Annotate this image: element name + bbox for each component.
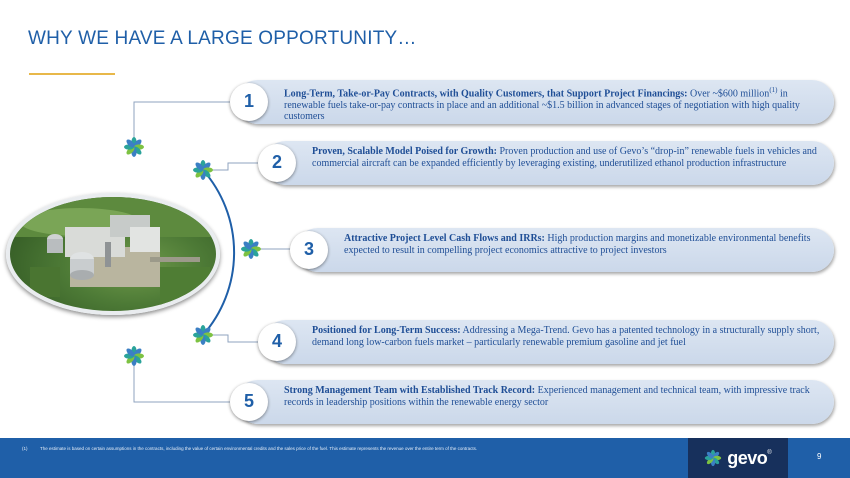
card-body: in renewable fuels take-or-pay contracts in place and an additional ~$1.5 billion in advanced stages of negotiation with high quality customers <box>284 88 800 123</box>
card-number: 5 <box>230 383 268 421</box>
card-heading: Positioned for Long-Term Success: <box>312 325 461 336</box>
gevo-pinwheel-icon <box>192 159 214 181</box>
footnote-text: The estimate is based on certain assumptions in the contracts, including the value of certain environmental credits and the sales price of the fuel. This estimate represents the revenue over the entire term of the contracts. <box>40 446 478 451</box>
page-number: 9 <box>817 452 822 461</box>
opportunity-card-2 <box>264 141 834 185</box>
card-body: Proven production and use of Gevo’s “drop-in” renewable fuels in vehicles and commercial aircraft can be expanded efficiently by leveraging existing, underutilized ethanol production infrastructure <box>312 146 817 169</box>
card-body: Over ~$600 million <box>687 88 770 100</box>
card-heading: Strong Management Team with Established Track Record: <box>284 385 536 396</box>
card-number: 2 <box>258 144 296 182</box>
card-body: Addressing a Mega-Trend. Gevo has a patented technology in a structurally supply short, demand long low-carbon fuels market – particularly renewable premium gasoline and jet fuel <box>312 325 820 348</box>
gevo-pinwheel-icon <box>123 345 145 367</box>
logo-wordmark: gevo <box>727 447 768 468</box>
card-heading: Proven, Scalable Model Poised for Growth: <box>312 146 497 157</box>
opportunity-card-5 <box>236 380 834 424</box>
opportunity-card-1 <box>236 80 834 124</box>
card-number: 3 <box>290 231 328 269</box>
gevo-pinwheel-icon <box>123 136 145 158</box>
gevo-pinwheel-icon <box>192 324 214 346</box>
gevo-pinwheel-icon <box>240 238 262 260</box>
biorefinery-photo <box>6 193 220 315</box>
logo-registered-mark: ® <box>767 450 772 456</box>
footnote-marker: (1) <box>22 446 28 451</box>
gevo-pinwheel-icon <box>704 449 722 467</box>
footnote-reference: (1) <box>769 86 778 94</box>
card-heading: Attractive Project Level Cash Flows and IRRs: <box>344 233 545 244</box>
page-title: WHY WE HAVE A LARGE OPPORTUNITY… <box>28 28 417 49</box>
footer-bar <box>0 438 850 478</box>
gevo-logo <box>688 438 788 478</box>
card-number: 4 <box>258 323 296 361</box>
opportunity-card-4 <box>264 320 834 364</box>
card-heading: Long-Term, Take-or-Pay Contracts, with Quality Customers, that Support Project Financings: <box>284 88 688 100</box>
card-body: High production margins and monetizable environmental benefits expected to result in compelling project economics attractive to project investors <box>344 233 811 256</box>
opportunity-card-3 <box>296 228 834 272</box>
card-body: Experienced management and technical team, with impressive track records in leadership positions within the renewable energy sector <box>284 385 810 408</box>
card-number: 1 <box>230 83 268 121</box>
